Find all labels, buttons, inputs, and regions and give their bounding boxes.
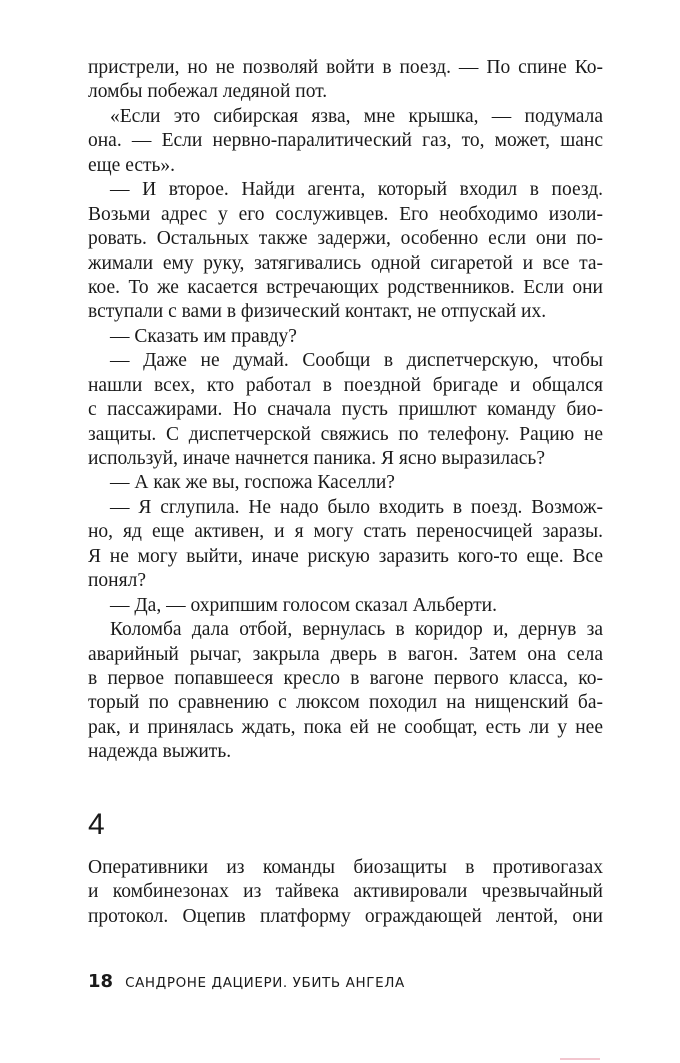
text-line: и комбинезонах из тайвека активировали чрезвычайный: [88, 881, 603, 903]
text-line: жимали ему руку, затягивались одной сигаретой и все та-: [88, 252, 603, 274]
text-line: — Даже не думай. Сообщи в диспетчерскую, чтобы: [110, 350, 603, 372]
text-line: Я не могу выйти, иначе рискую заразить кого-то еще. Все: [88, 545, 603, 567]
text-line: ровать. Остальных также задержи, особенно если они по-: [88, 228, 603, 250]
running-title: САНДРОНЕ ДАЦИЕРИ. УБИТЬ АНГЕЛА: [125, 975, 405, 991]
text-line: — А как же вы, госпожа Каселли?: [110, 472, 395, 494]
text-line: вступали с вами в физический контакт, не отпускай их.: [88, 301, 547, 323]
paragraph: [88, 349, 603, 471]
paragraph: [88, 56, 603, 105]
paragraph: [88, 471, 603, 495]
text-line: используй, иначе начнется паника. Я ясно выразилась?: [88, 448, 545, 469]
body-text-top: [88, 56, 603, 765]
text-line: надежда выжить.: [88, 741, 232, 763]
text-line: аварийный рычаг, закрыла дверь в вагон. Затем она села: [88, 643, 603, 665]
text-line: — Я сглупила. Не надо было входить в поезд. Возмож-: [110, 496, 603, 518]
text-line: в первое попавшееся кресло в вагоне первого класса, ко-: [88, 667, 603, 689]
text-line: Оперативники из команды биозащиты в противогазах: [88, 857, 603, 878]
text-line: пристрели, но не позволяй войти в поезд. — По спине Ко-: [88, 57, 603, 78]
text-line: понял?: [88, 570, 146, 592]
paragraph: [88, 178, 603, 325]
text-line: ломбы побежал ледяной пот.: [88, 81, 328, 103]
text-line: кое. То же касается встречающих родственников. Если они: [88, 276, 603, 298]
text-line: торый по сравнению с люксом походил на нищенский ба-: [88, 692, 603, 714]
body-text-bottom: [88, 856, 603, 929]
text-line: Возьми адрес у его сослуживцев. Его необходимо изоли-: [88, 203, 603, 225]
paragraph: [88, 325, 603, 349]
paragraph: [88, 496, 603, 594]
corner-mark: [560, 1058, 600, 1060]
text-line: защиты. С диспетчерской свяжись по телефону. Рацию не: [88, 423, 603, 445]
page-number: 18: [88, 971, 114, 992]
paragraph: [88, 105, 603, 178]
paragraph: [88, 856, 603, 929]
text-line: — Сказать им правду?: [110, 325, 297, 347]
text-line: еще есть».: [88, 154, 176, 176]
paragraph: [88, 618, 603, 765]
text-line: — И второе. Найди агента, который входил в поезд.: [110, 179, 603, 201]
running-footer: [88, 971, 405, 993]
text-line: Коломба дала отбой, вернулась в коридор и, дернув за: [110, 619, 603, 641]
text-line: протокол. Оцепив платформу ограждающей лентой, они: [88, 905, 603, 927]
paragraph: [88, 594, 603, 618]
text-line: нашли всех, кто работал в поездной бригаде и общался: [88, 374, 603, 396]
chapter-number: 4: [88, 808, 105, 841]
text-line: она. — Если нервно-паралитический газ, то, может, шанс: [88, 130, 603, 152]
text-line: «Если это сибирская язва, мне крышка, — подумала: [110, 105, 603, 127]
text-line: но, яд еще активен, и я могу стать переносчицей заразы.: [88, 521, 603, 543]
text-line: рак, и принялась ждать, пока ей не сообщат, есть ли у нее: [88, 716, 603, 738]
text-line: с пассажирами. Но сначала пусть пришлют команду био-: [88, 399, 603, 421]
text-line: — Да, — охрипшим голосом сказал Альберти.: [110, 594, 497, 616]
